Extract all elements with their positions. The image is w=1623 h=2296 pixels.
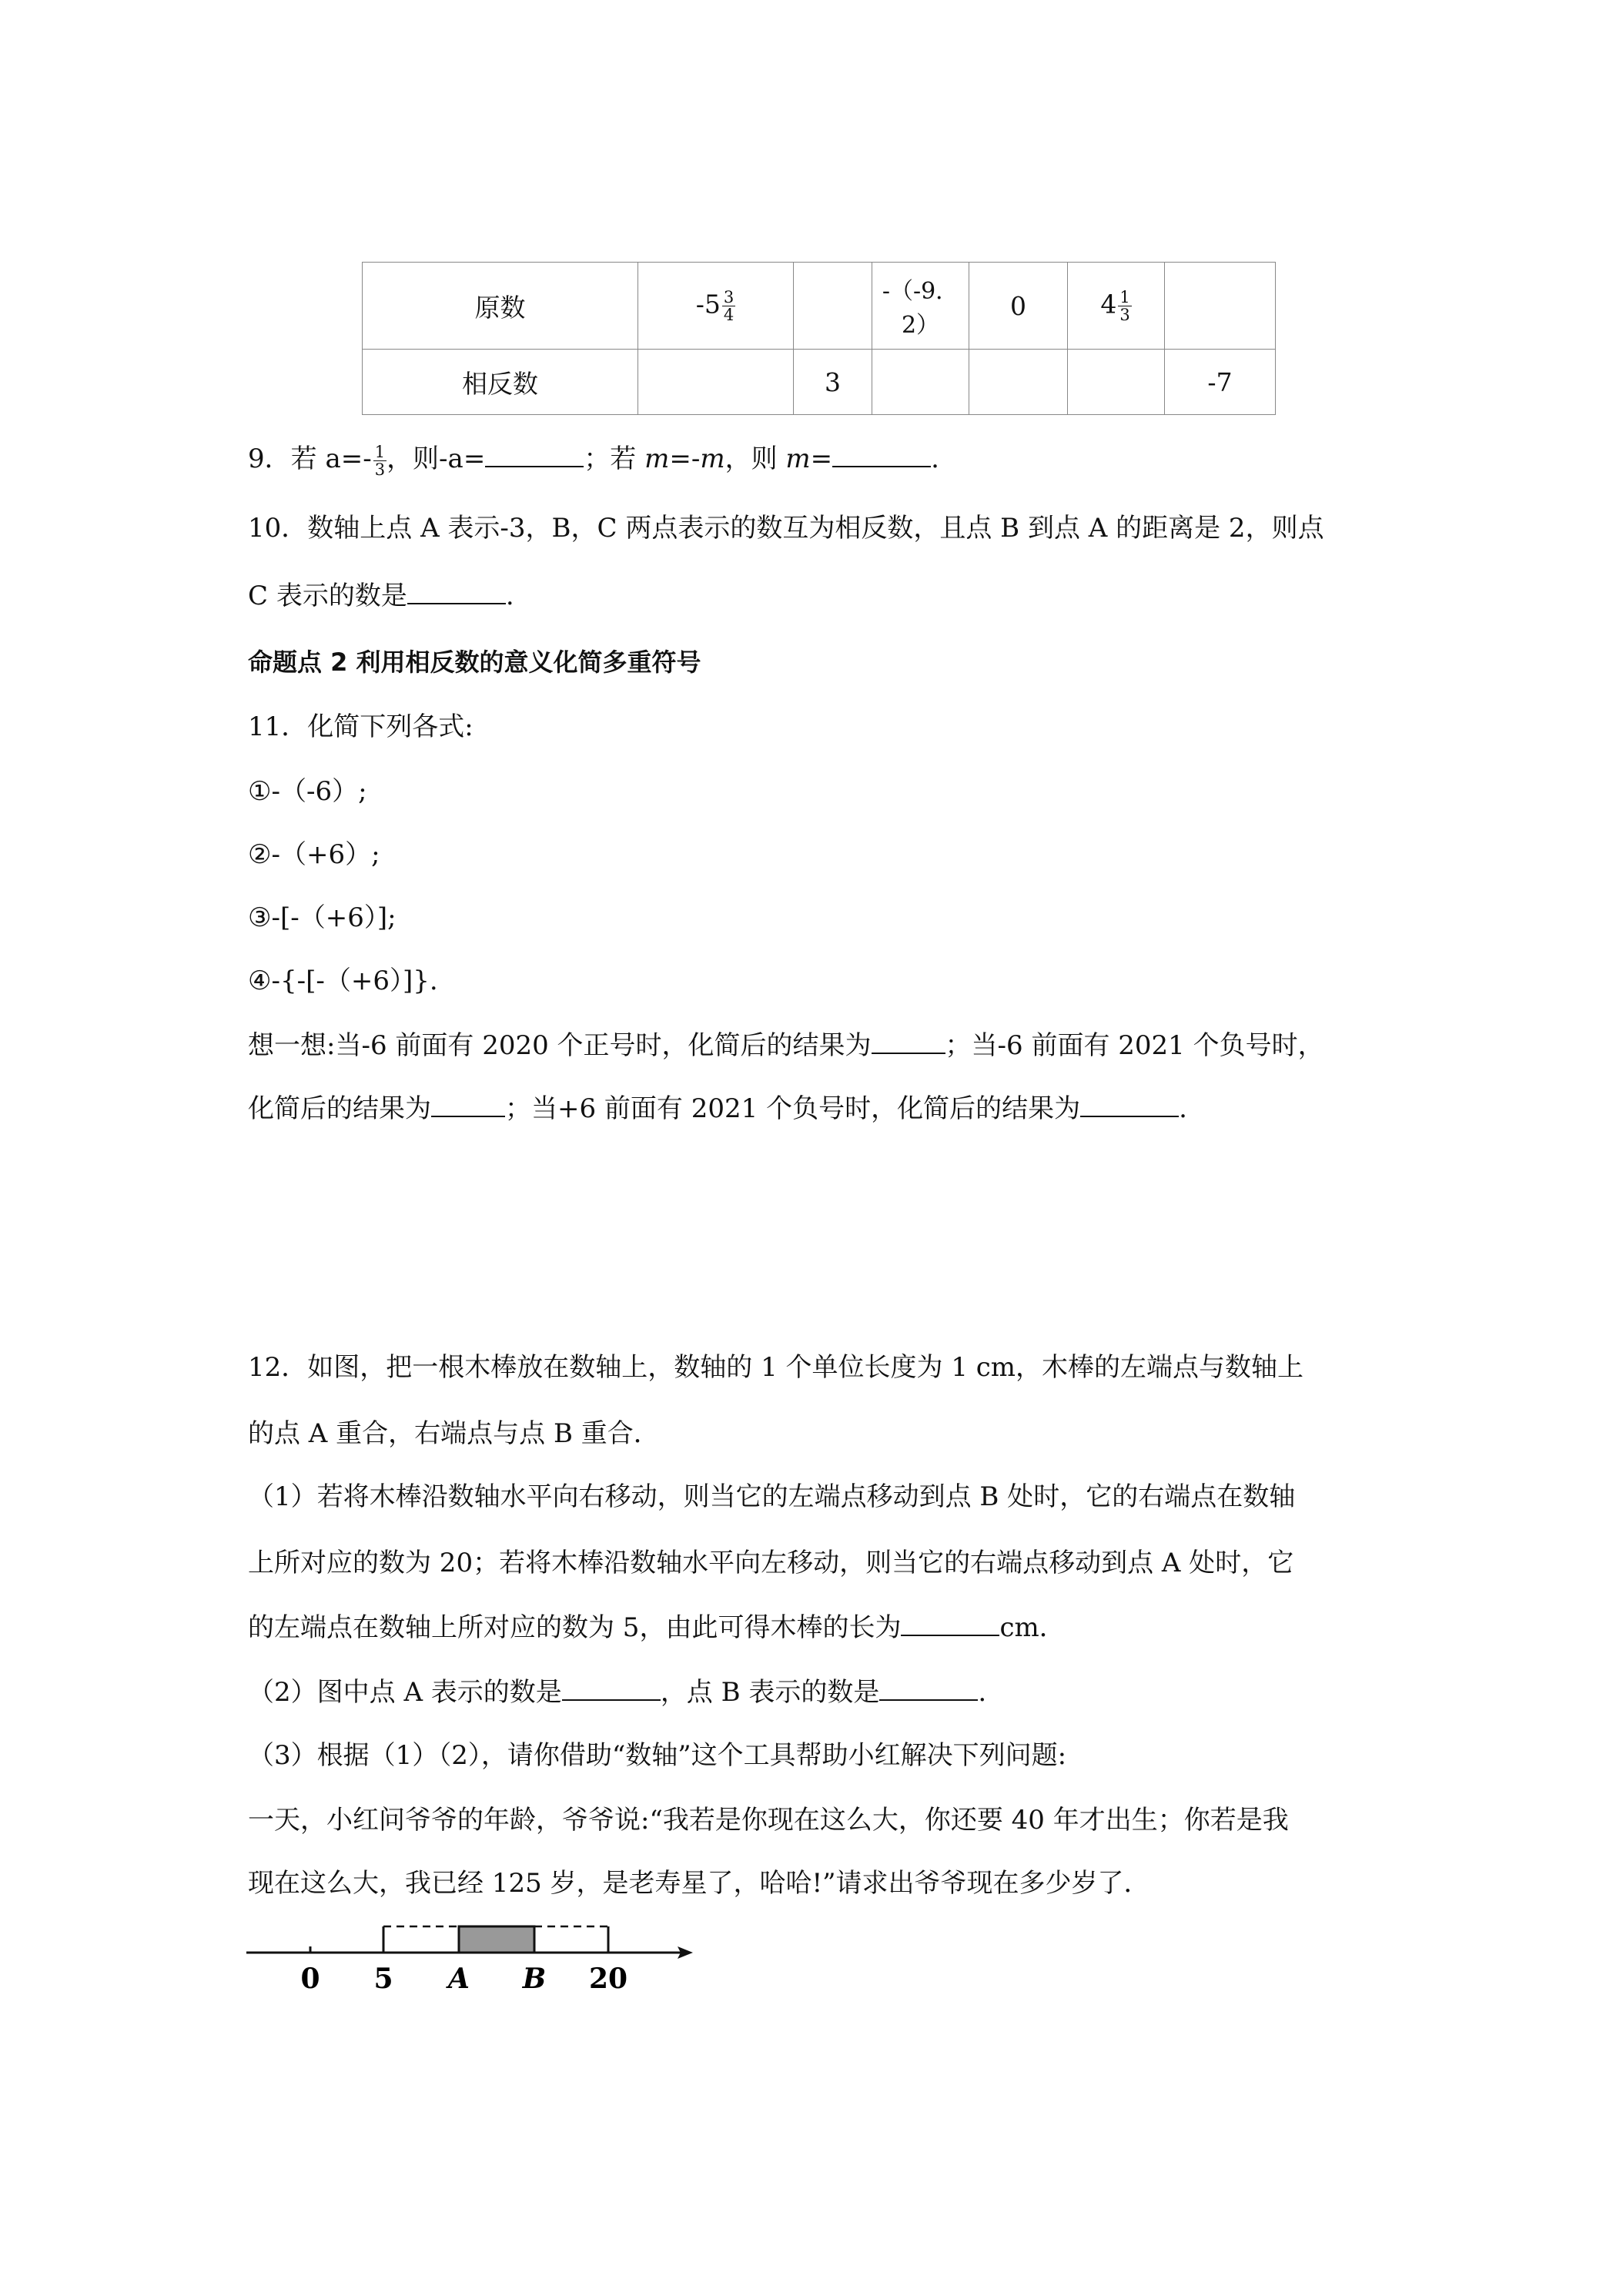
number-table (362, 262, 1276, 415)
question-9: 9．若 a=- $\frac{1}{3}$ ，则-a= ；若 m=-m，则 m= . (248, 442, 939, 479)
table-cell: -7 (1165, 350, 1276, 415)
table-cell: -5 $\frac{3}{4}$ (638, 263, 794, 350)
answer-blank[interactable] (485, 443, 584, 467)
label-5: 5 (373, 1963, 393, 1995)
wooden-rod (459, 1926, 534, 1953)
question-11-think-1: 想一想:当-6 前面有 2020 个正号时，化简后的结果为 ；当-6 前面有 2021 个负号时， (248, 1030, 1324, 1061)
question-11-item-4: ④-{-[-（+6）]}. (248, 966, 438, 996)
table-cell: 4 $\frac{1}{3}$ (1068, 263, 1165, 350)
table-cell (1068, 350, 1165, 415)
answer-blank[interactable] (562, 1676, 661, 1701)
answer-blank[interactable] (832, 443, 931, 467)
table-cell (1165, 263, 1276, 350)
table-row (363, 263, 1276, 350)
question-12-story-line2: 现在这么大，我已经 125 岁，是老寿星了，哈哈!”请求出爷爷现在多少岁了． (248, 1868, 1150, 1899)
label-A: A (448, 1963, 470, 1995)
question-10-line1: 10．数轴上点 A 表示-3，B，C 两点表示的数互为相反数，且点 B 到点 A 的距离是 2，则点 (248, 513, 1324, 544)
table-cell: 0 (969, 263, 1068, 350)
table-row (363, 350, 1276, 415)
table-cell (969, 350, 1068, 415)
row-label-opposite: 相反数 (363, 350, 638, 415)
table-cell: 3 (794, 350, 872, 415)
answer-blank[interactable] (901, 1612, 999, 1636)
label-20: 20 (588, 1963, 628, 1995)
answer-blank[interactable] (1080, 1093, 1179, 1117)
question-12-story-line1: 一天，小红问爷爷的年龄，爷爷说:“我若是你现在这么大，你还要 40 年才出生；你若是我 (248, 1805, 1289, 1836)
table-cell (794, 263, 872, 350)
question-12-part1-line2: 上所对应的数为 20；若将木棒沿数轴水平向左移动，则当它的右端点移动到点 A 处时，它 (248, 1548, 1294, 1578)
question-12-part1-line3: 的左端点在数轴上所对应的数为 5，由此可得木棒的长为 cm． (248, 1612, 1066, 1643)
label-0: 0 (300, 1963, 320, 1995)
question-10-line2: C 表示的数是 . (248, 581, 514, 611)
question-11-item-3: ③-[-（+6）]; (248, 902, 397, 933)
table-cell (638, 350, 794, 415)
label-B: B (522, 1963, 547, 1995)
question-12-part2: （2）图中点 A 表示的数是 ，点 B 表示的数是 . (248, 1677, 987, 1708)
table-cell: -（-9．2） (872, 263, 969, 350)
table-cell (872, 350, 969, 415)
answer-blank[interactable] (879, 1676, 978, 1701)
question-12-part3: （3）根据（1）（2），请你借助“数轴”这个工具帮助小红解决下列问题: (248, 1740, 1067, 1771)
question-11-think-2: 化简后的结果为 ；当+6 前面有 2021 个负号时，化简后的结果为 . (248, 1093, 1187, 1124)
question-11-title: 11．化简下列各式: (248, 711, 474, 742)
number-line-figure (246, 1919, 708, 2003)
question-12-line1: 12．如图，把一根木棒放在数轴上，数轴的 1 个单位长度为 1 cm，木棒的左端点与数轴上 (248, 1352, 1304, 1383)
question-12-part1-line1: （1）若将木棒沿数轴水平向右移动，则当它的左端点移动到点 B 处时，它的右端点在数轴 (248, 1481, 1296, 1512)
question-11-item-2: ②-（+6）; (248, 839, 380, 870)
answer-blank[interactable] (872, 1029, 945, 1054)
question-11-item-1: ①-（-6）; (248, 776, 367, 807)
question-12-line2: 的点 A 重合，右端点与点 B 重合． (248, 1418, 660, 1449)
row-label-original: 原数 (363, 263, 638, 350)
answer-blank[interactable] (431, 1093, 505, 1117)
answer-blank[interactable] (407, 580, 506, 604)
section-heading: 命题点 2 利用相反数的意义化简多重符号 (248, 648, 701, 677)
